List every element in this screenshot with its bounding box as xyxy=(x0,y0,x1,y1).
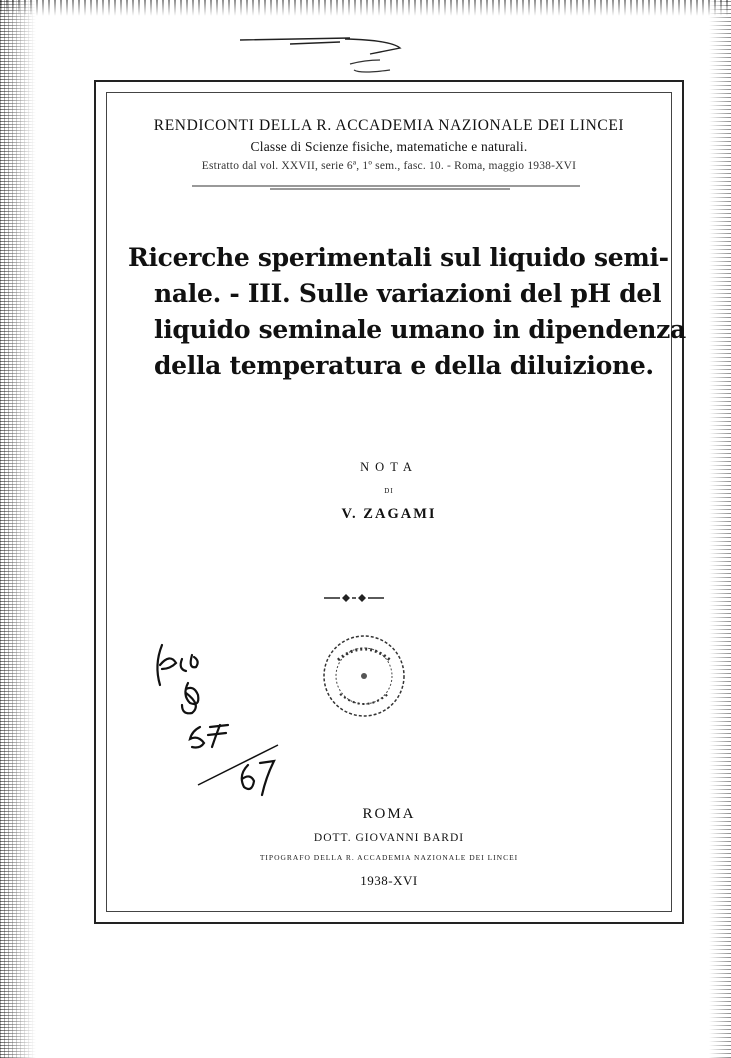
extract-note: Estratto dal vol. XXVII, serie 6ª, 1º sem., fasc. 10. - Roma, maggio 1938-XVI xyxy=(201,160,577,172)
journal-class: Classe di Scienze fisiche, matematiche e naturali. xyxy=(250,139,528,154)
nota-label: NOTA xyxy=(360,460,418,474)
article-title xyxy=(128,240,686,384)
title-line: Ricerche sperimentali sul liquido semi- xyxy=(128,243,669,272)
header-rule xyxy=(190,182,590,194)
imprint-publisher: DOTT. GIOVANNI BARDI xyxy=(313,832,465,844)
imprint-city: ROMA xyxy=(362,806,416,822)
scan-edge-top xyxy=(0,0,731,16)
scan-edge-left xyxy=(0,0,36,1058)
scan-edge-right xyxy=(709,0,731,1058)
handwritten-shelfmark xyxy=(148,635,288,805)
title-line: della temperatura e della diluizione. xyxy=(154,351,654,380)
title-line: liquido seminale umano in dipendenza xyxy=(154,315,686,344)
author-name: V. ZAGAMI xyxy=(341,506,437,522)
library-stamp xyxy=(318,630,410,722)
title-line: nale. - III. Sulle variazioni del pH del xyxy=(154,279,662,308)
imprint-year: 1938-XVI xyxy=(360,873,418,888)
journal-title: RENDICONTI DELLA R. ACCADEMIA NAZIONALE DEI LINCEI xyxy=(153,117,625,134)
imprint-printer: TIPOGRAFO DELLA R. ACCADEMIA NAZIONALE DEI LINCEI xyxy=(259,853,519,862)
di-label: DI xyxy=(384,487,394,495)
ornament-divider xyxy=(322,590,386,606)
